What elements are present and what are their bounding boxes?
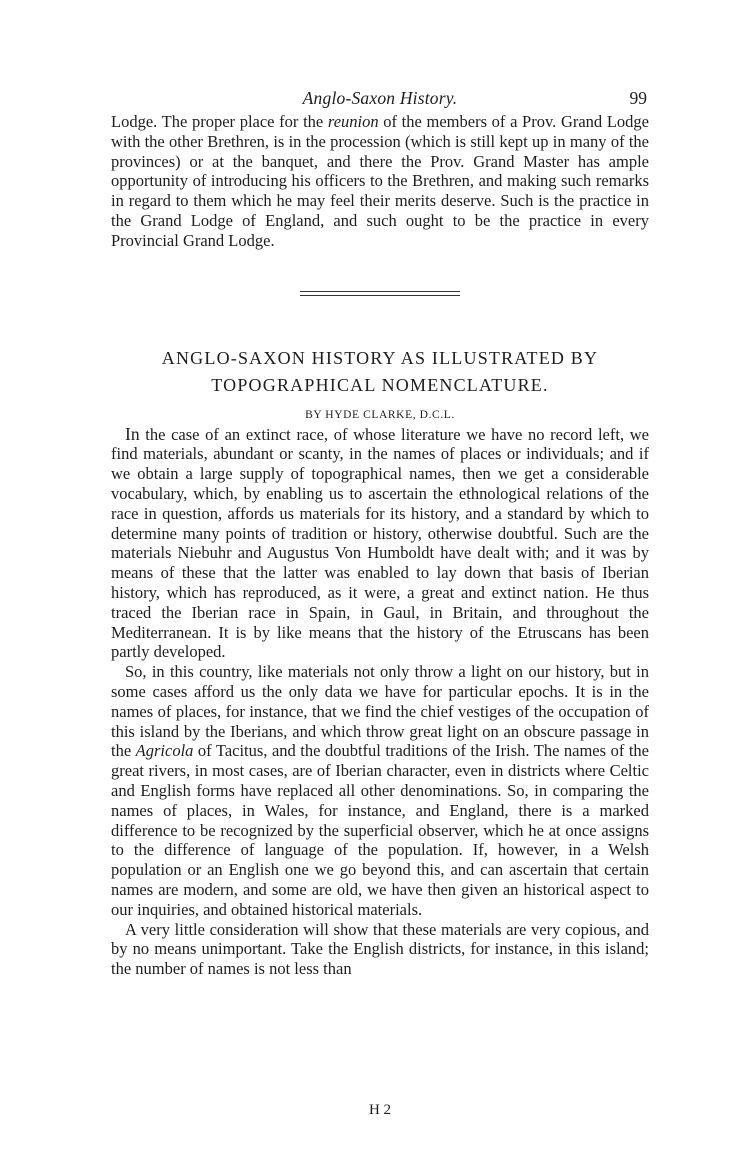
running-head — [111, 88, 649, 112]
article-title-line-1: ANGLO-SAXON HISTORY AS ILLUSTRATED BY — [161, 347, 599, 368]
page — [111, 88, 649, 1158]
page-number: 99 — [629, 88, 647, 108]
article-title — [111, 345, 649, 399]
article-byline: BY HYDE CLARKE, D.C.L. — [305, 408, 455, 421]
article-title-line-2: TOPOGRAPHICAL NOMENCLATURE. — [211, 374, 549, 395]
intro-text-end: of the members of a Prov. Grand Lodge with the other Brethren, is in the procession (which is still kept up in many of the provinces) or at the banquet, and there the Prov. Grand Master has ample opportunity of introducing his officers to the Brethren, and making such remarks in regard to them which he may feel their merits deserve. Such is the practice in the Grand Lodge of England, and such ought to be the practice in every Provincial Grand Lodge. — [111, 112, 649, 250]
signature-mark: H 2 — [368, 1102, 392, 1118]
divider-line-top — [300, 291, 460, 292]
reunion-italic: reunion — [327, 112, 379, 131]
paragraph-2-text-end: of Tacitus, and the doubtful traditions of the Irish. The names of the great rivers, in most cases, are of Iberian character, even in districts where Celtic and English forms have replaced all other denominations. So, in comparing the names of places, in Wales, for instance, and England, there is a marked difference to be recognized by the superficial observer, which he at once assigns to the difference of language of the population. If, however, in a Welsh population or an English one we go beyond this, and can ascertain that certain names are modern, and some are old, we have then given an historical aspect to our inquiries, and obtained historical materials. — [111, 741, 649, 919]
paragraph-2-text-start: So, in this country, like materials not only throw a light on our history, but in some cases afford us the only data we have for particular epochs. It is in the names of places, for instance, that we find the chief vestiges of the occupation of this island by the Iberians, and which throw great light on an obscure passage in the — [111, 662, 649, 761]
article-paragraph-2 — [111, 662, 649, 919]
paragraph-opening-word: In — [125, 423, 140, 444]
section-divider — [300, 291, 460, 297]
article-paragraph-3: A very little consideration will show that these materials are very copious, and by no means unimportant. Take the English districts, for instance, in this island; the number of names is not less than — [111, 919, 649, 979]
intro-paragraph — [111, 112, 649, 251]
paragraph-1-text: the case of an extinct race, of whose literature we have no record left, we find materials, abundant or scanty, in the names of places or individuals; and if we obtain a large supply of topographical names, then we get a considerable vocabulary, which, by enabling us to ascertain the ethnological relations of the race in question, affords us materials for its history, and a standard by which to determine many points of tradition or history, otherwise doubtful. Such are the materials Niebuhr and Augustus Von Humboldt have dealt with; and it was by means of these that the latter was enabled to lay down that basis of Iberian history, which has reproduced, as it were, a great and extinct nation. He thus traced the Iberian race in Spain, in Gaul, in Britain, and throughout the Mediterranean. It is by like means that the history of the Etruscans has been partly developed. — [111, 424, 649, 662]
article-paragraph-1 — [111, 425, 649, 663]
running-title: Anglo-Saxon History. — [302, 88, 458, 108]
divider-line-bottom — [300, 295, 460, 296]
agricola-italic: Agricola — [135, 741, 194, 761]
intro-text-start: Lodge. The proper place for the — [111, 112, 328, 131]
